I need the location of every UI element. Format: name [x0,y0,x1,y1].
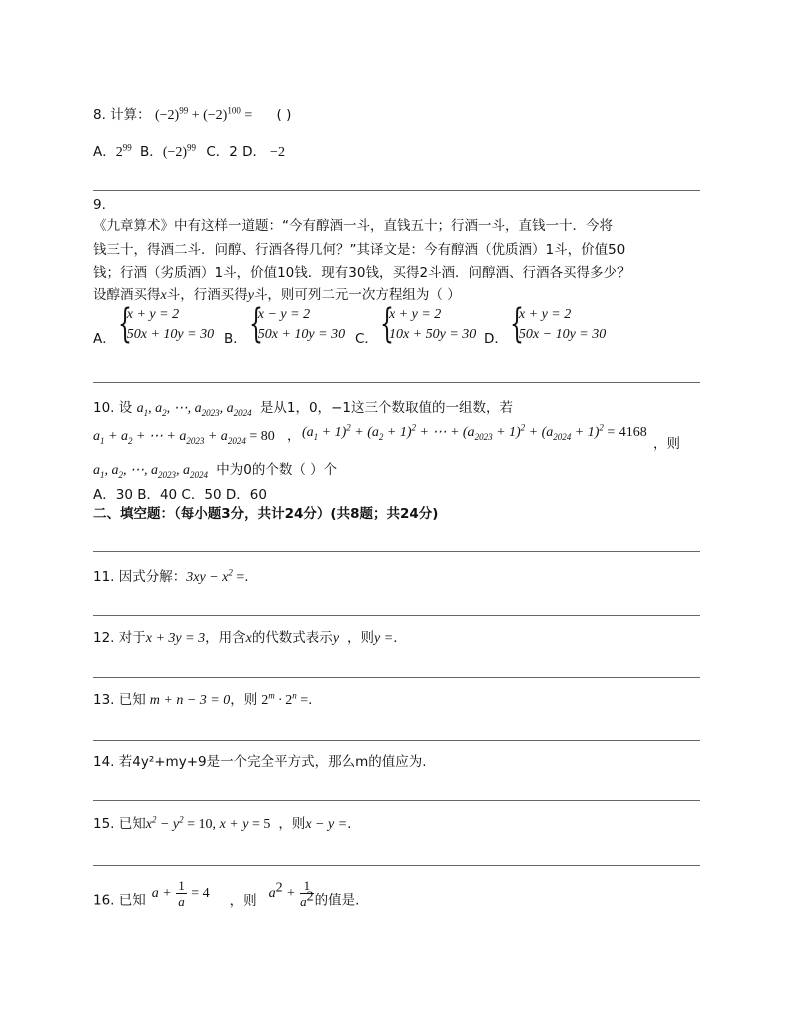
q15-tail: . [347,816,352,832]
equation: 50x + 10y = 30 [126,327,215,342]
q11-tail: . [244,569,249,585]
q8-option-d: −2 [270,145,285,160]
q9-option-c [355,301,477,347]
q15-expression-2: x − y = [305,817,348,832]
q13 [93,688,312,709]
equation: x + y = 2 [388,307,442,322]
q10-line-3 [93,458,337,479]
q16-stem: 16. 已知 [93,892,146,909]
q12-var-y: y [332,631,340,646]
q15-expression: $x^2 - y^2 = 10$, x + y = 5 [145,814,271,832]
q16-expression-2: $a^2$ + $\frac{1}{a^2}$ [268,878,314,909]
q9-line-1: 《九章算术》中有这样一道题：“今有醇酒一斗，直钱五十；行酒一斗，直钱一十．今将 [93,218,613,234]
q10-sequence: $a_1$, $a_2$, ⋯, $a_{2023}$, $a_{2024}$ [93,463,208,480]
divider [93,382,700,383]
q15 [93,812,351,833]
q8-options [93,140,285,161]
q16 [93,878,359,909]
q11-stem: 11. 因式分解： [93,569,187,585]
option-label: B． [224,331,247,347]
q11 [93,565,249,586]
q15-text: ，则 [278,816,306,832]
q14: 14. 若4y²+my+9是一个完全平方式，那么m的值应为. [93,754,427,770]
equation-system: { x − y = 2 50x + 10y = 30 [248,301,346,347]
q12-text: ，则 [347,630,375,646]
q9-var-y: y [247,288,254,303]
equation: 50x − 10y = 30 [518,327,607,342]
q13-expression: m + n − 3 = 0 [149,693,231,708]
q8-option-b-label: B． [140,144,163,160]
q10-line-2 [93,424,301,445]
q10-text: 中为0的个数（ ）个 [216,462,338,478]
q9-option-d [484,301,607,347]
equation: x + y = 2 [126,307,180,322]
equation: 50x + 10y = 30 [257,327,346,342]
q15-stem: 15. 已知 [93,816,146,832]
q8-option-c: C．2 D． [206,144,267,160]
q9-line-2: 钱三十，得酒二斗．问醇、行酒各得几何？”其译文是：今有醇酒（优质酒）1斗，价值50 [93,242,626,258]
q10-prefix: 10. 设 [93,400,133,416]
equation-system: { x + y = 2 50x + 10y = 30 [117,301,215,347]
section-2-heading: 二、填空题：（每小题3分，共计24分）(共8题；共24分) [93,506,439,522]
q12-text: ，用含 [205,630,246,646]
divider [93,865,700,866]
q8-option-a: $2^{99}$ [115,142,132,160]
divider [93,800,700,801]
q8-expression: $(-2)^{99} + (-2)^{100}$ = [154,105,253,123]
q16-text: ，则 [229,892,257,909]
q12-stem: 12. 对于 [93,630,146,646]
equation: x − y = 2 [257,307,311,322]
divider [93,551,700,552]
equation: x + y = 2 [518,307,572,322]
q9-text: 斗，行酒买得 [166,287,248,303]
divider [93,740,700,741]
q12-tail: . [393,630,398,646]
q10-sequence: $a_1$, $a_2$, ⋯, $a_{2023}$, $a_{2024}$ [136,401,252,418]
q8-paren: ( ) [276,107,292,123]
q10-comma: ， [287,428,301,444]
q10-text: 是从1，0，−1这三个数取值的一组数，若 [259,400,513,416]
equation: 10x + 50y = 30 [388,327,477,342]
option-label: D． [484,331,508,347]
q8-stem-line [93,103,291,124]
equation-system: { x + y = 2 10x + 50y = 30 [379,301,477,347]
q9-var-x: x [160,288,167,303]
q9-option-b [224,301,346,347]
divider [93,615,700,616]
q9-text: 设醇酒买得 [93,287,161,303]
q13-expression-2: $2^m \cdot 2^n$ = [261,690,309,708]
q11-expression: $3xy - x^2$ = [186,567,245,585]
q8-option-b: $(-2)^{99}$ [162,142,197,160]
q13-text: ，则 [230,692,258,708]
q12-text: 的代数式表示 [251,630,333,646]
q8-stem: 8. 计算： [93,107,151,123]
q9-line-3: 钱；行酒（劣质酒）1斗，价值10钱．现有30钱，买得2斗酒．问醇酒、行酒各买得多少？ [93,265,631,281]
option-label: C． [355,331,378,347]
q10-condition-sum: $a_1 + a_2$ + ⋯ + $a_{2023} + a_{2024} = 80$ [93,429,275,446]
q9-option-a [93,301,215,347]
option-label: A． [93,331,116,347]
q12-expression: x + 3y = 3 [145,631,206,646]
q16-expression: a + $\frac{1}{a}$ = 4 [151,878,210,909]
q10-then: ，则 [653,436,680,452]
q10-line-1 [93,396,513,417]
q12 [93,626,398,647]
q8-option-a-label: A． [93,144,116,160]
q13-stem: 13. 已知 [93,692,146,708]
q9-text: 斗，则可列二元一次方程组为（ ） [253,287,461,303]
equation-system: { x + y = 2 50x − 10y = 30 [509,301,607,347]
divider [93,190,700,191]
q12-var-x: x [245,631,252,646]
q10-condition-squares: $(a_1 + 1)^2 + (a_2 + 1)^2$ + ⋯ + $(a_{2023} + 1)^2 + (a_{2024} + 1)^2 = 4168$ [302,422,647,442]
q9-number: 9. [93,197,106,213]
q13-tail: . [308,692,313,708]
q12-answer-expr: y = [374,631,394,646]
divider [93,677,700,678]
q16-tail: 的值是. [314,892,360,909]
q9-line-4 [93,283,461,304]
q10-options: A．30 B．40 C．50 D．60 [93,487,267,503]
